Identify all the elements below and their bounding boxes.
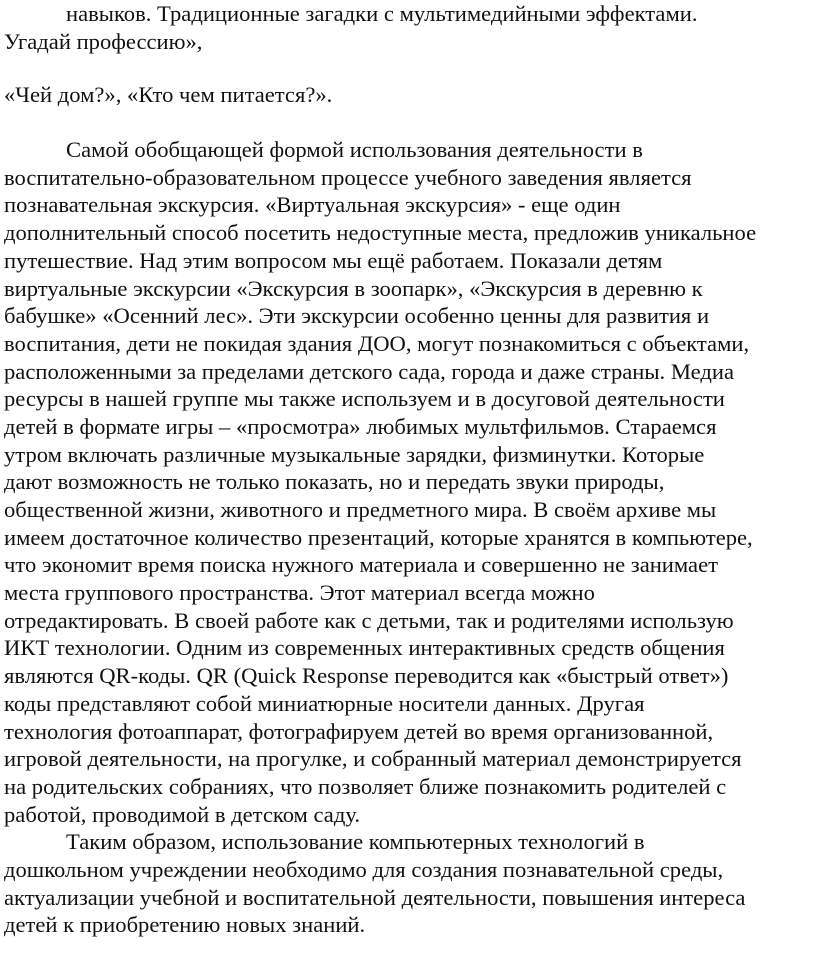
text-line: на родительских собраниях, что позволяет ближе познакомить родителей с — [4, 773, 727, 799]
text-line: виртуальные экскурсии «Экскурсия в зоопарк», «Экскурсия в деревню к — [4, 275, 703, 301]
text-line: технология фотоаппарат, фотографируем детей во время организованной, — [4, 718, 714, 744]
body-paragraph-2 — [4, 828, 812, 939]
text-line: дополнительный способ посетить недоступные места, предложив уникальное — [4, 220, 757, 246]
text-line: Угадай профессию», — [4, 28, 203, 54]
text-line: познавательная экскурсия. «Виртуальная экскурсия» - еще один — [4, 192, 621, 218]
intro-paragraph — [4, 0, 812, 55]
text-line: игровой деятельности, на прогулке, и собранный материал демонстрируется — [4, 746, 742, 772]
text-line: Самой обобщающей формой использования деятельности в — [66, 137, 643, 163]
text-line: воспитания, дети не покидая здания ДОО, могут познакомиться с объектами, — [4, 330, 750, 356]
body-paragraph-1 — [4, 136, 812, 828]
text-line: воспитательно-образовательном процессе учебного заведения является — [4, 164, 692, 190]
text-line: отредактировать. В своей работе как с детьми, так и родителями использую — [4, 607, 734, 633]
text-line: общественной жизни, животного и предметного мира. В своём архиве мы — [4, 497, 717, 522]
text-line: Таким образом, использование компьютерных технологий в — [66, 829, 645, 855]
text-line: детей в формате игры – «просмотра» любимых мультфильмов. Стараемся — [4, 413, 717, 439]
text-line: дошкольном учреждении необходимо для создания познавательной среды, — [4, 856, 724, 882]
text-line: дают возможность не только показать, но и передать звуки природы, — [4, 469, 665, 495]
text-line: расположенными за пределами детского сада, города и даже страны. Медиа — [4, 358, 734, 384]
text-line: путешествие. Над этим вопросом мы ещё работаем. Показали детям — [4, 247, 663, 273]
text-line: ИКТ технологии. Одним из современных интерактивных средств общения — [4, 635, 725, 661]
text-line: имеем достаточное количество презентаций, которые хранятся в компьютере, — [4, 524, 753, 550]
text-line: коды представляют собой миниатюрные носители данных. Другая — [4, 690, 645, 716]
text-line: «Чей дом?», «Кто чем питается?». — [4, 82, 333, 108]
text-line: актуализации учебной и воспитательной деятельности, повышения интереса — [4, 884, 746, 910]
text-line: бабушке» «Осенний лес». Эти экскурсии особенно ценны для развития и — [4, 303, 710, 329]
text-line: детей к приобретению новых знаний. — [4, 912, 366, 938]
text-line: являются QR-коды. QR (Quick Response переводится как «быстрый ответ») — [4, 663, 729, 689]
text-line: работой, проводимой в детском саду. — [4, 801, 361, 827]
text-line: утром включать различные музыкальные зарядки, физминутки. Которые — [4, 441, 705, 467]
document-page — [4, 0, 812, 939]
text-line: места группового пространства. Этот материал всегда можно — [4, 580, 595, 606]
text-line: что экономит время поиска нужного материала и совершенно не занимает — [4, 552, 718, 578]
text-line: навыков. Традиционные загадки с мультимедийными эффектами. — [66, 1, 698, 26]
text-line: ресурсы в нашей группе мы также используем и в досуговой деятельности — [4, 386, 725, 412]
list-paragraph — [4, 81, 812, 109]
